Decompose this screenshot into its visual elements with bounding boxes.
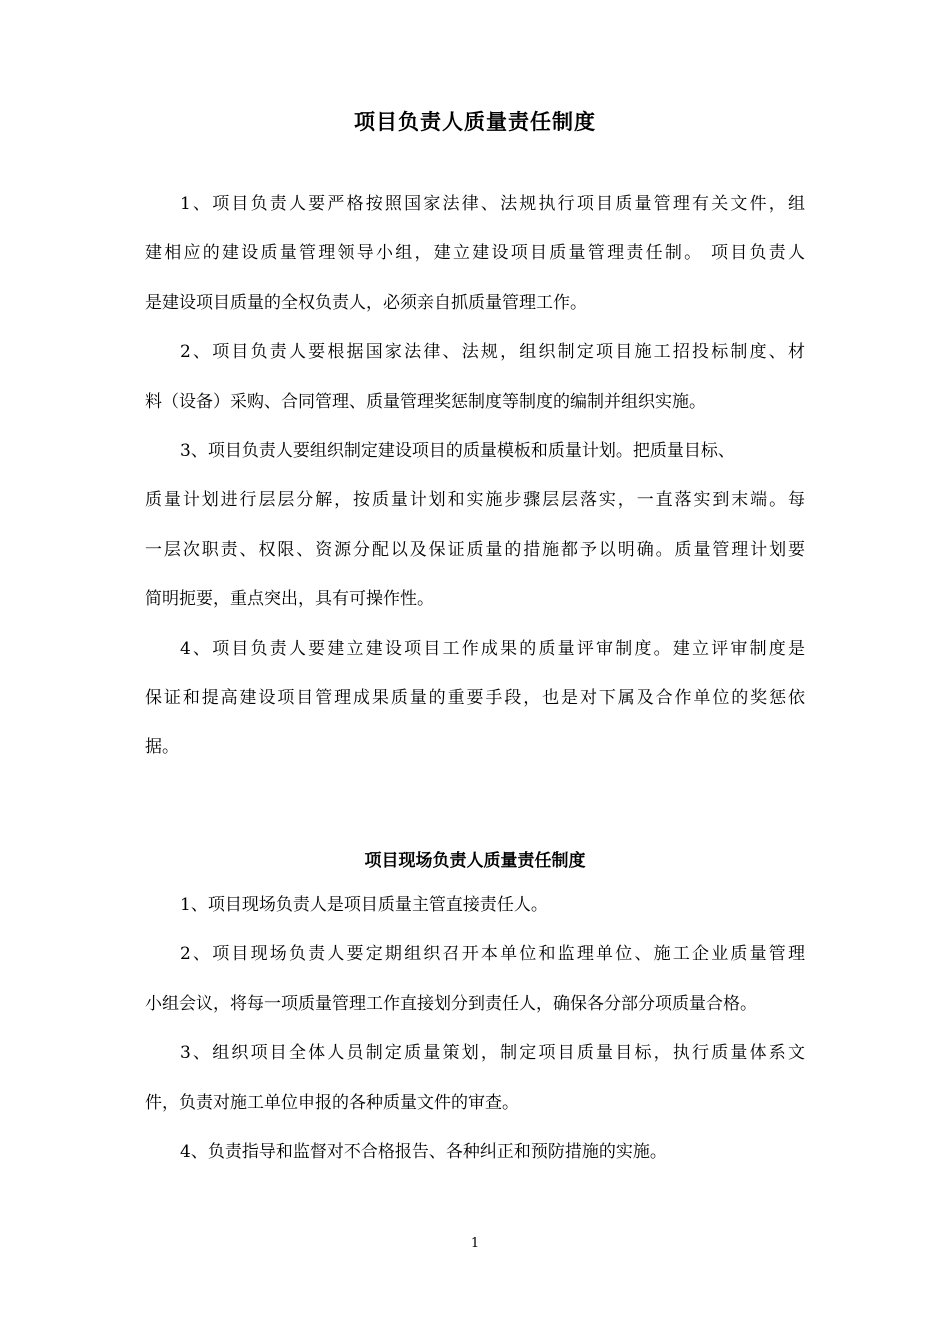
paragraph-line: 件，负责对施工单位申报的各种质量文件的审查。 bbox=[145, 1092, 519, 1113]
paragraph-line: 2、项目现场负责人要定期组织召开本单位和监理单位、施工企业质量管理 bbox=[180, 944, 805, 965]
document-title: 项目负责人质量责任制度 bbox=[354, 109, 596, 134]
paragraph-line: 3、组织项目全体人员制定质量策划，制定项目质量目标，执行质量体系文 bbox=[180, 1043, 805, 1064]
paragraph-line: 建相应的建设质量管理领导小组，建立建设项目质量管理责任制。 项目负责人 bbox=[145, 243, 805, 264]
section-one-body bbox=[145, 180, 805, 773]
paragraph-line: 小组会议，将每一项质量管理工作直接划分到责任人，确保各分部分项质量合格。 bbox=[145, 993, 757, 1014]
paragraph-line: 一层次职责、权限、资源分配以及保证质量的措施都予以明确。质量管理计划要 bbox=[145, 539, 805, 560]
paragraph-line: 3、项目负责人要组织制定建设项目的质量模板和质量计划。把质量目标、 bbox=[180, 440, 735, 461]
paragraph-line: 1、项目负责人要严格按照国家法律、法规执行项目质量管理有关文件，组 bbox=[180, 194, 805, 214]
paragraph-line: 据。 bbox=[145, 737, 179, 758]
paragraph-line: 是建设项目质量的全权负责人，必须亲自抓质量管理工作。 bbox=[145, 292, 587, 313]
paragraph-line: 料（设备）采购、合同管理、质量管理奖惩制度等制度的编制并组织实施。 bbox=[145, 391, 706, 412]
paragraph-line: 4、项目负责人要建立建设项目工作成果的质量评审制度。建立评审制度是 bbox=[180, 638, 805, 659]
paragraph-line: 简明扼要，重点突出，具有可操作性。 bbox=[145, 589, 434, 610]
paragraph-line: 保证和提高建设项目管理成果质量的重要手段，也是对下属及合作单位的奖惩依 bbox=[145, 687, 805, 708]
page-number: 1 bbox=[470, 1236, 480, 1251]
paragraph-line: 1、项目现场负责人是项目质量主管直接责任人。 bbox=[180, 895, 548, 915]
section-two-title: 项目现场负责人质量责任制度 bbox=[364, 851, 586, 871]
paragraph-line: 质量计划进行层层分解，按质量计划和实施步骤层层落实，一直落实到末端。每 bbox=[145, 490, 805, 511]
paragraph-line: 4、负责指导和监督对不合格报告、各种纠正和预防措施的实施。 bbox=[180, 1141, 667, 1162]
section-two-body bbox=[145, 881, 805, 1177]
paragraph-line: 2、项目负责人要根据国家法律、法规，组织制定项目施工招投标制度、材 bbox=[180, 342, 805, 363]
